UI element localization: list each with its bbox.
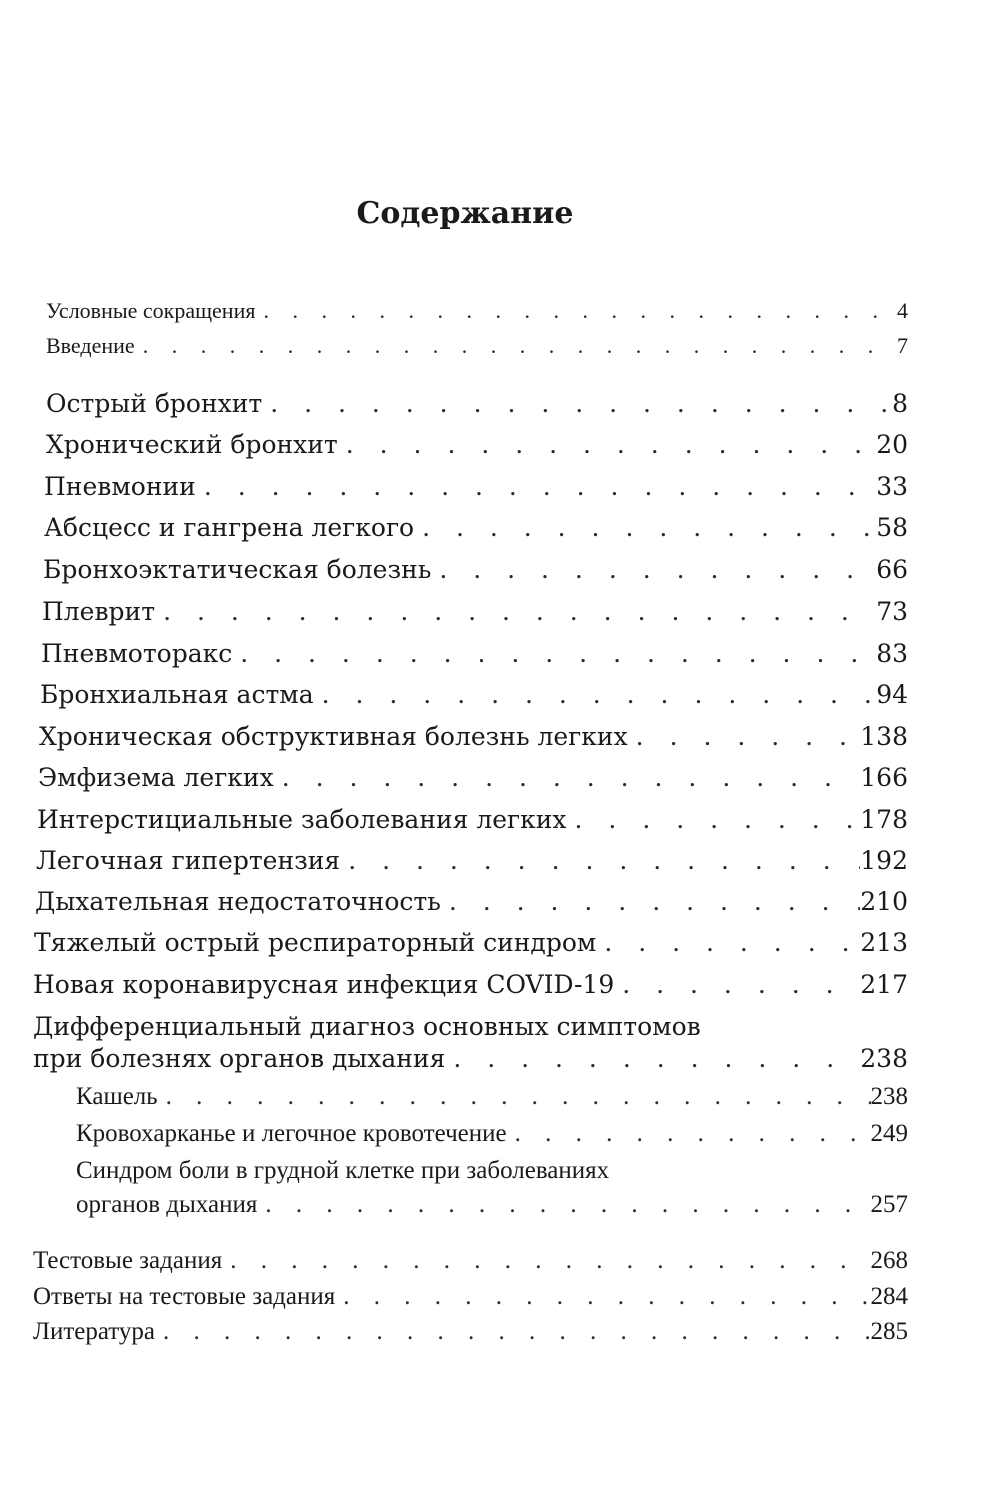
toc-entry-page: 20 [876,430,908,459]
toc-entry [33,1247,908,1275]
toc-leader-dots [342,430,876,459]
toc-entry-title: Хроническая обструктивная болезнь легких [39,722,628,751]
toc-entry-title: Кашель [76,1083,158,1110]
toc-entry-page: 66 [876,555,908,584]
toc-leader-dots [159,1318,871,1346]
toc-leader-dots [278,763,861,792]
toc-entry [46,298,908,324]
toc-entry [33,970,908,999]
toc-leader-dots [418,513,876,542]
toc-leader-dots [435,555,876,584]
toc-entry [46,430,908,459]
toc-entry-page: 238 [860,1044,908,1073]
toc-entry-title: Тестовые задания [33,1247,223,1274]
toc-entry-title: Кровохарканье и легочное кровотечение [76,1120,507,1147]
toc-entry-page: 284 [870,1283,908,1310]
toc-entry-page: 210 [860,887,908,916]
toc-entry-page: 268 [870,1247,908,1274]
toc-entry-page: 73 [876,597,908,626]
toc-entry [38,763,908,792]
toc-entry-title: Острый бронхит [46,389,263,418]
toc-entry-title: Бронхиальная астма [40,680,314,709]
toc-entry-title-line1: Синдром боли в грудной клетке при заболеваниях [76,1157,610,1184]
toc-entry-title: Интерстициальные заболевания легких [37,805,567,834]
toc-leader-dots [339,1283,870,1311]
toc-entry-page: 213 [860,928,908,957]
toc-entry [40,680,908,709]
toc-leader-dots [618,970,860,999]
toc-entry-title: Хронический бронхит [46,430,338,459]
toc-entry-page: 83 [876,639,908,668]
toc-entry-title: Пневмоторакс [41,639,233,668]
toc-entry-page: 285 [870,1318,908,1345]
toc-entry-page: 8 [892,389,908,418]
toc-entry-title: Литература [33,1318,155,1345]
toc-leader-dots [226,1247,870,1275]
toc-entry [36,846,908,875]
toc-entry [33,1283,908,1311]
toc-entry [33,1318,908,1346]
toc-leader-dots [449,1044,860,1073]
toc-leader-dots [139,333,888,359]
toc-leader-dots [259,298,888,324]
toc-entry-page: 138 [860,722,908,751]
toc-entry-page: 4 [897,298,908,323]
toc-entry [44,472,908,501]
toc-leader-dots [600,928,860,957]
toc-leader-dots [200,472,876,501]
toc-entry-title: Ответы на тестовые задания [33,1283,336,1310]
toc-entry [35,887,908,916]
toc-leader-dots [511,1120,871,1148]
toc-entry-page: 192 [860,846,908,875]
toc-entry-title: Абсцесс и гангрена легкого [44,513,415,542]
toc-entry-page: 166 [860,763,908,792]
toc-entry-title: Легочная гипертензия [36,846,341,875]
toc-entry [37,805,908,834]
toc-entry-page: 238 [870,1083,908,1110]
page-title: Содержание [356,196,574,231]
toc-entry-page: 178 [860,805,908,834]
toc-leader-dots [236,639,876,668]
toc-entry-title: Бронхоэктатическая болезнь [43,555,432,584]
toc-entry-page: 7 [897,333,908,358]
toc-entry-title: Пневмонии [44,472,196,501]
toc-entry [39,722,908,751]
toc-entry-page: 94 [876,680,908,709]
toc-entry-title: Введение [46,333,135,358]
toc-leader-dots [571,805,861,834]
toc-entry [42,597,908,626]
toc-subentry [76,1191,908,1219]
toc-entry-title: Новая коронавирусная инфекция COVID-19 [33,970,615,999]
toc-leader-dots [632,722,861,751]
toc-entry-page: 33 [876,472,908,501]
toc-leader-dots [261,1191,870,1219]
toc-entry-page: 58 [876,513,908,542]
toc-subentry [76,1120,908,1148]
toc-entry-title: Тяжелый острый респираторный синдром [34,928,597,957]
toc-entry-page: 249 [870,1120,908,1147]
toc-entry-title: Эмфизема легких [38,763,274,792]
toc-entry [34,928,908,957]
toc-entry-title-line1: Дифференциальный диагноз основных симптомов [33,1012,701,1041]
toc-entry-title: при болезнях органов дыхания [33,1044,446,1073]
toc-entry-page: 257 [870,1191,908,1218]
toc-entry-title: Условные сокращения [46,298,256,323]
toc-leader-dots [266,389,888,418]
toc-entry-title: Плеврит [42,597,156,626]
toc-entry-title: органов дыхания [76,1191,258,1218]
toc-leader-dots [318,680,877,709]
toc-entry [46,389,908,418]
toc-leader-dots [159,597,876,626]
toc-entry [33,1044,908,1073]
toc-subentry [76,1083,908,1111]
toc-leader-dots [344,846,860,875]
toc-leader-dots [162,1083,871,1111]
toc-entry [46,333,908,359]
toc-entry [44,513,908,542]
toc-entry [41,639,908,668]
toc-leader-dots [445,887,860,916]
toc-entry-title: Дыхательная недостаточность [35,887,441,916]
toc-entry [43,555,908,584]
toc-entry-page: 217 [860,970,908,999]
